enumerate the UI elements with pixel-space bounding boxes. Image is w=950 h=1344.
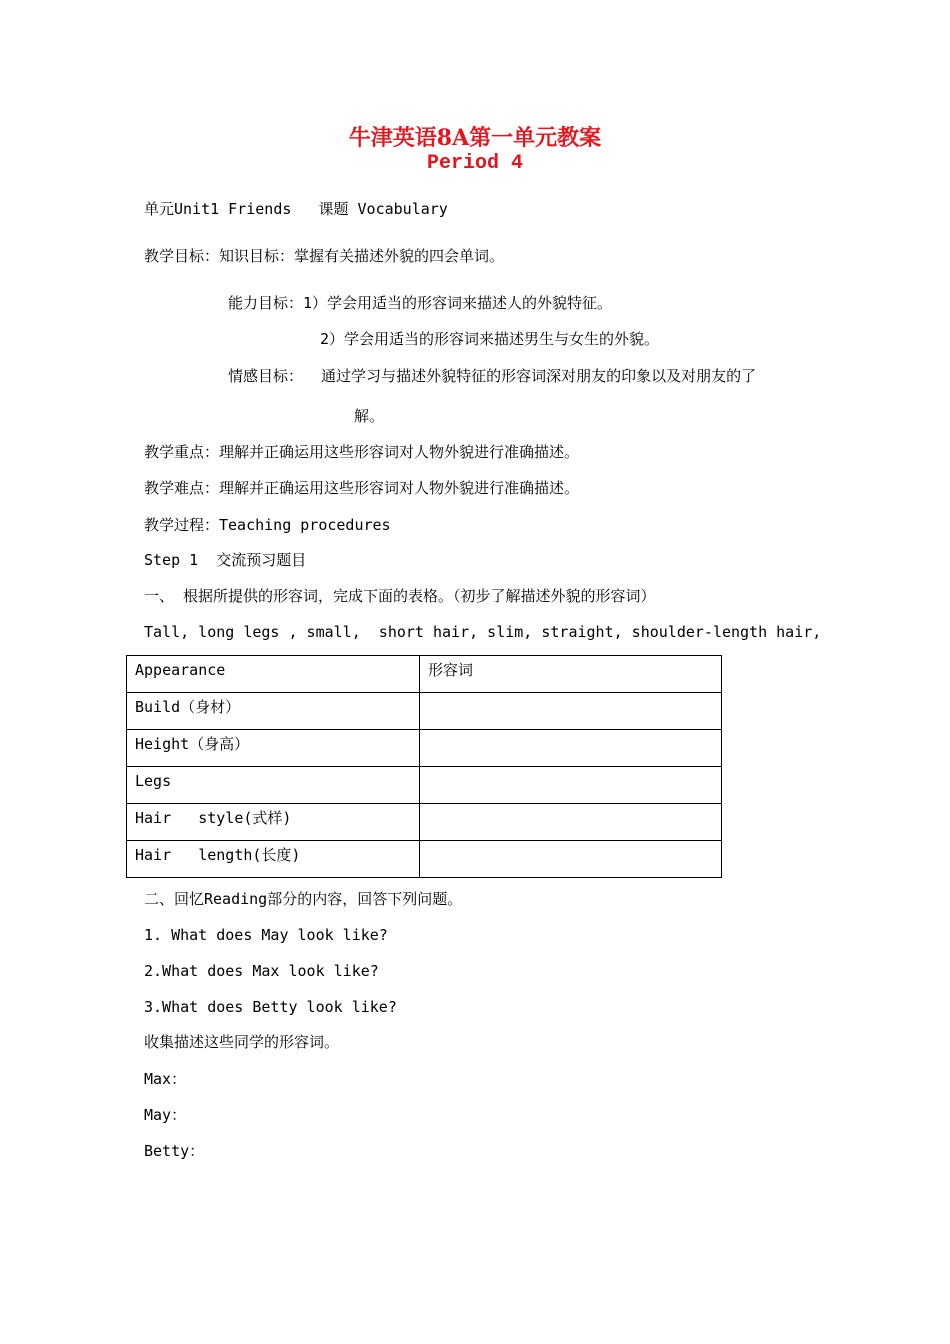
document-title: 牛津英语8A第一单元教案 bbox=[348, 125, 602, 151]
table-row bbox=[127, 841, 722, 878]
table-answer-cell bbox=[420, 804, 722, 841]
table-header-cell: 形容词 bbox=[420, 656, 722, 693]
difficulty: 教学难点：理解并正确运用这些形容词对人物外貌进行准确描述。 bbox=[144, 479, 580, 497]
table-row bbox=[127, 693, 722, 730]
appearance-table bbox=[126, 655, 722, 878]
table-answer-cell bbox=[420, 693, 722, 730]
question-1: 1. What does May look like? bbox=[144, 926, 388, 944]
name-may: May： bbox=[144, 1106, 187, 1124]
table-row bbox=[127, 767, 722, 804]
period-label: Period 4 bbox=[426, 152, 523, 175]
ability-objective-1: 能力目标：1）学会用适当的形容词来描述人的外貌特征。 bbox=[228, 294, 613, 312]
table-header-row bbox=[127, 656, 722, 693]
ability-objective-2: 2）学会用适当的形容词来描述男生与女生的外貌。 bbox=[320, 330, 660, 348]
table-header-cell: Appearance bbox=[127, 656, 420, 693]
emotion-objective-continued: 解。 bbox=[354, 407, 385, 425]
table-row-label: Hair style(式样) bbox=[127, 804, 420, 841]
name-betty: Betty： bbox=[144, 1142, 205, 1160]
part-2-instruction: 二、回忆Reading部分的内容，回答下列问题。 bbox=[144, 890, 463, 908]
table-row-label: Legs bbox=[127, 767, 420, 804]
table-answer-cell bbox=[420, 767, 722, 804]
table-row-label: Height（身高） bbox=[127, 730, 420, 767]
adjective-word-list: Tall, long legs , small, short hair, slim, straight, shoulder-length hair, bbox=[144, 623, 822, 641]
table-row-label: Build（身材） bbox=[127, 693, 420, 730]
key-point: 教学重点：理解并正确运用这些形容词对人物外貌进行准确描述。 bbox=[144, 443, 580, 461]
table-answer-cell bbox=[420, 730, 722, 767]
step-1-heading: Step 1 交流预习题目 bbox=[144, 551, 307, 569]
question-2: 2.What does Max look like? bbox=[144, 962, 379, 980]
unit-topic-line: 单元Unit1 Friends 课题 Vocabulary bbox=[144, 200, 448, 218]
part-1-instruction: 一、 根据所提供的形容词，完成下面的表格。（初步了解描述外貌的形容词） bbox=[144, 587, 656, 605]
knowledge-objective: 教学目标：知识目标：掌握有关描述外貌的四会单词。 bbox=[144, 247, 505, 265]
emotion-objective: 情感目标： 通过学习与描述外貌特征的形容词深对朋友的印象以及对朋友的了 bbox=[228, 367, 757, 385]
name-max: Max： bbox=[144, 1070, 187, 1088]
teaching-procedure: 教学过程：Teaching procedures bbox=[144, 516, 391, 534]
table-row-label: Hair length(长度) bbox=[127, 841, 420, 878]
table-row bbox=[127, 730, 722, 767]
question-3: 3.What does Betty look like? bbox=[144, 998, 397, 1016]
collect-instruction: 收集描述这些同学的形容词。 bbox=[144, 1033, 340, 1051]
table-row bbox=[127, 804, 722, 841]
table-answer-cell bbox=[420, 841, 722, 878]
